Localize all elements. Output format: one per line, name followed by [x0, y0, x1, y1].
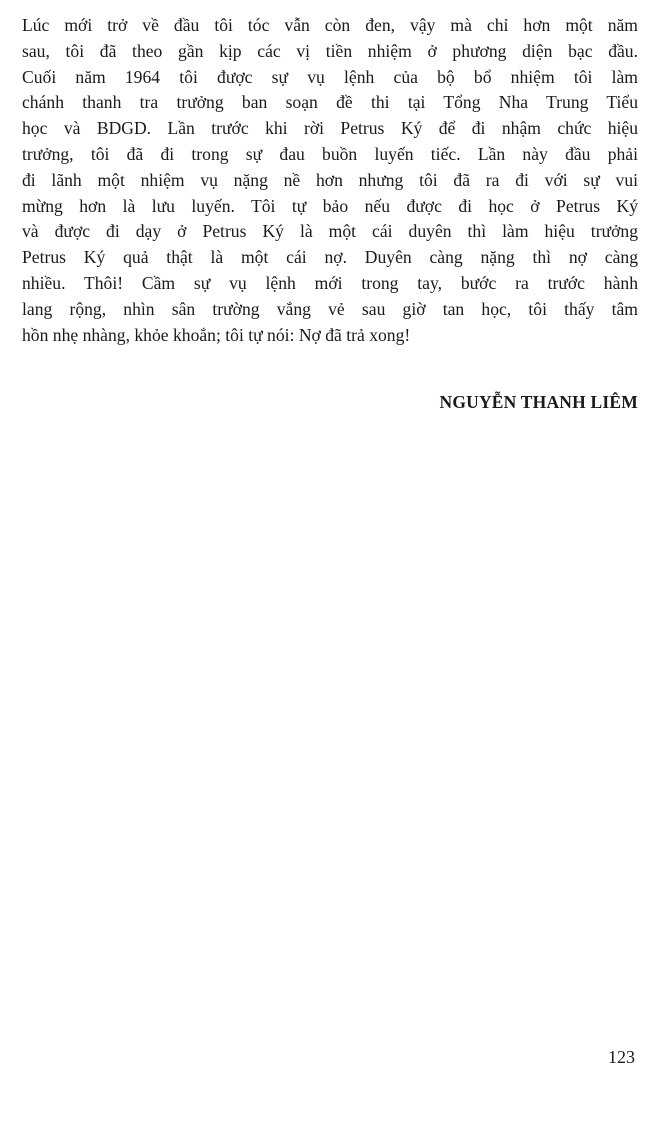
text-line: mừng hơn là lưu luyến. Tôi tự bảo nếu được đi học ở Petrus Ký: [22, 195, 638, 216]
text-line: Cuối năm 1964 tôi được sự vụ lệnh của bộ bổ nhiệm tôi làm: [22, 66, 638, 87]
text-line: Petrus Ký quả thật là một cái nợ. Duyên càng nặng thì nợ càng: [22, 247, 638, 268]
text-line: trưởng, tôi đã đi trong sự đau buồn luyến tiếc. Lần này đầu phải: [22, 143, 638, 164]
text-line: nhiều. Thôi! Cầm sự vụ lệnh mới trong tay, bước ra trước hành: [22, 272, 638, 293]
text-line: và được đi dạy ở Petrus Ký là một cái duyên thì làm hiệu trưởng: [22, 221, 638, 242]
text-line: đi lãnh một nhiệm vụ nặng nề hơn nhưng tôi đã ra đi với sự vui: [22, 169, 638, 190]
text-line: hồn nhẹ nhàng, khỏe khoắn; tôi tự nói: Nợ đã trả xong!: [22, 324, 411, 345]
text-line: học và BDGD. Lần trước khi rời Petrus Ký để đi nhậm chức hiệu: [22, 118, 638, 139]
body-paragraph: [22, 13, 638, 348]
author-signature: NGUYỄN THANH LIÊM: [439, 392, 638, 412]
text-line: lang rộng, nhìn sân trường vắng vẻ sau giờ tan học, tôi thấy tâm: [22, 298, 638, 319]
text-line: Lúc mới trở về đầu tôi tóc vẫn còn đen, vậy mà chỉ hơn một năm: [22, 15, 638, 35]
page-number: 123: [608, 1047, 635, 1067]
text-line: chánh thanh tra trưởng ban soạn đề thi tại Tổng Nha Trung Tiểu: [22, 92, 638, 113]
text-line: sau, tôi đã theo gần kịp các vị tiền nhiệm ở phương diện bạc đầu.: [22, 40, 638, 61]
